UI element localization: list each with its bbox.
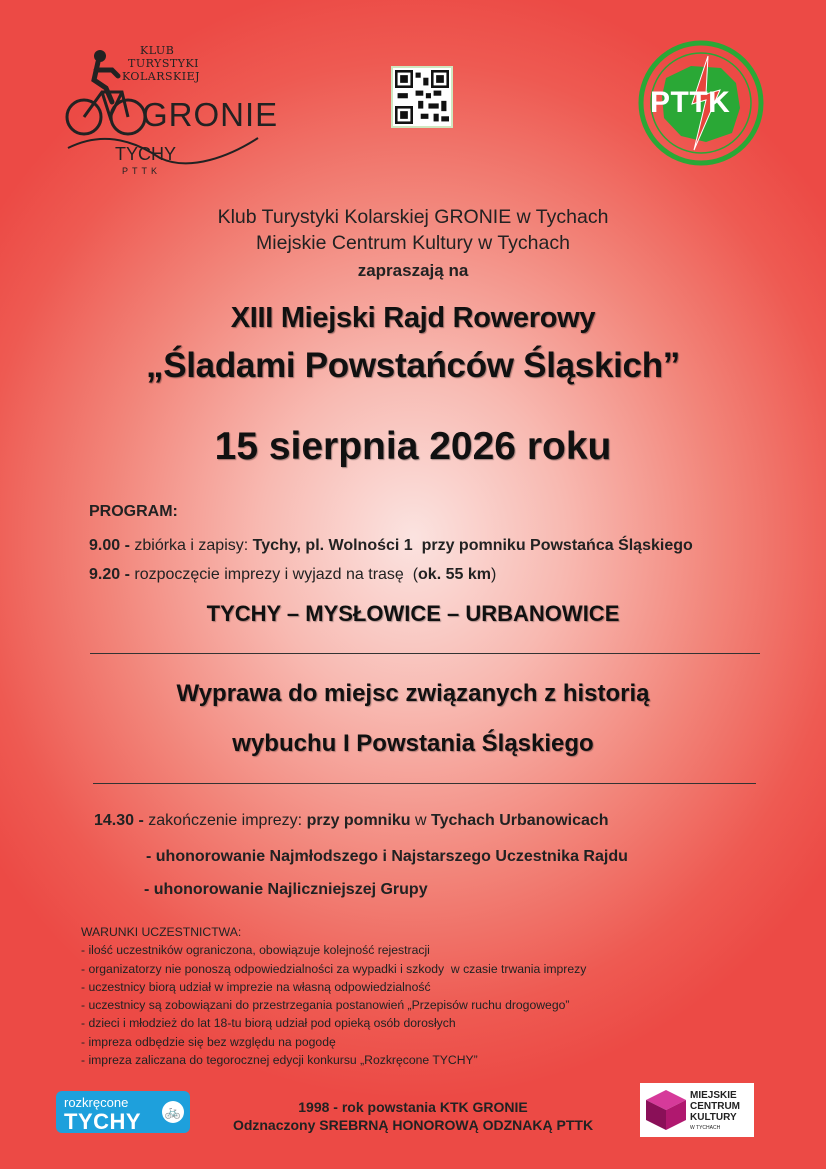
qr-code[interactable]: [391, 66, 453, 128]
logo-text-line2: TURYSTYKI: [128, 57, 200, 70]
route-title: TYCHY – MYSŁOWICE – URBANOWICE: [206, 601, 620, 626]
divider-top: [90, 653, 760, 654]
cube-icon: [644, 1088, 688, 1132]
conditions-header: WARUNKI UCZESTNICTWA:: [81, 925, 242, 939]
program-header: PROGRAM:: [89, 503, 178, 520]
program-text-2: rozpoczęcie imprezy i wyjazd na trasę (: [134, 566, 419, 583]
event-date: 15 sierpnia 2026 roku: [214, 425, 612, 468]
footer-line-1: 1998 - rok powstania KTK GRONIE: [298, 1099, 528, 1115]
logo-text-line3: KOLARSKIEJ: [122, 70, 201, 83]
condition-item: - dzieci i młodzież do lat 18-tu biorą udział pod opieką osób dorosłych: [81, 1016, 456, 1031]
footer-line-2: Odznaczony SREBRNĄ HONOROWĄ ODZNAKĄ PTTK: [232, 1117, 594, 1133]
ending-text: zakończenie imprezy:: [148, 812, 303, 829]
award-line-1: - uhonorowanie Najmłodszego i Najstarszego Uczestnika Rajdu: [146, 848, 628, 865]
program-item-2: [89, 566, 496, 584]
ending-w: w: [415, 812, 427, 829]
mck-line-1: MIEJSKIE: [690, 1090, 737, 1101]
ending-time: 14.30 -: [94, 812, 144, 829]
logo-org: PTTK: [122, 166, 162, 176]
condition-item: - uczestnicy są zobowiązani do przestrzegania postanowień „Przepisów ruchu drogowego”: [81, 998, 570, 1013]
program-text-1: zbiórka i zapisy:: [134, 537, 249, 554]
ending-line: [94, 812, 609, 830]
award-line-2: - uhonorowanie Najliczniejszej Grupy: [144, 881, 428, 898]
condition-item: - organizatorzy nie ponoszą odpowiedzialności za wypadki i szkody w czasie trwania imprezy: [81, 961, 587, 976]
event-title: XIII Miejski Rajd Rowerowy: [230, 302, 596, 334]
condition-item: - ilość uczestników ograniczona, obowiązuje kolejność rejestracji: [81, 943, 430, 958]
program-item-1: [89, 537, 693, 555]
logo-text-line1: KLUB: [140, 44, 175, 57]
program-place-1: Tychy, pl. Wolności 1 przy pomniku Powstańca Śląskiego: [252, 537, 693, 554]
pttk-logo-text: PTTK: [650, 86, 731, 119]
organizer-line-1: Klub Turystyki Kolarskiej GRONIE w Tychach: [217, 206, 609, 228]
program-time-2: 9.20 -: [89, 566, 130, 583]
program-text-2-close: ): [490, 566, 497, 583]
condition-item: - impreza zaliczana do tegorocznej edycji konkursu „Rozkręcone TYCHY”: [81, 1053, 478, 1068]
trip-description-line-1: Wyprawa do miejsc związanych z historią: [176, 680, 650, 707]
condition-item: - uczestnicy biorą udział w imprezie na własną odpowiedzialność: [81, 979, 431, 994]
gronie-club-logo: [60, 40, 279, 180]
invite-line: zapraszają na: [357, 261, 469, 280]
mck-logo: [640, 1083, 754, 1137]
condition-item: - impreza odbędzie się bez względu na pogodę: [81, 1034, 336, 1049]
ending-place-2: Tychach Urbanowicach: [431, 812, 609, 829]
logo-name: GRONIE: [142, 96, 279, 133]
logo-city: TYCHY: [115, 144, 177, 164]
mck-line-3: KULTURY: [690, 1112, 737, 1123]
bicycle-icon: 🚲: [162, 1101, 184, 1123]
program-distance: ok. 55 km: [418, 566, 491, 583]
ending-place-1: przy pomniku: [306, 812, 411, 829]
qr-code-icon: [395, 70, 449, 124]
program-time-1: 9.00 -: [89, 537, 130, 554]
pttk-logo: [636, 38, 766, 168]
badge-line-1: rozkręcone: [64, 1095, 129, 1110]
organizer-line-2: Miejskie Centrum Kultury w Tychach: [256, 232, 570, 254]
badge-line-2: TYCHY: [64, 1109, 142, 1134]
mck-line-2: CENTRUM: [690, 1101, 740, 1112]
mck-line-4: W TYCHACH: [690, 1125, 721, 1131]
divider-bottom: [93, 783, 756, 784]
participation-conditions: [81, 923, 586, 1069]
event-subtitle: „Śladami Powstańców Śląskich”: [146, 346, 680, 385]
trip-description-line-2: wybuchu I Powstania Śląskiego: [232, 730, 594, 757]
